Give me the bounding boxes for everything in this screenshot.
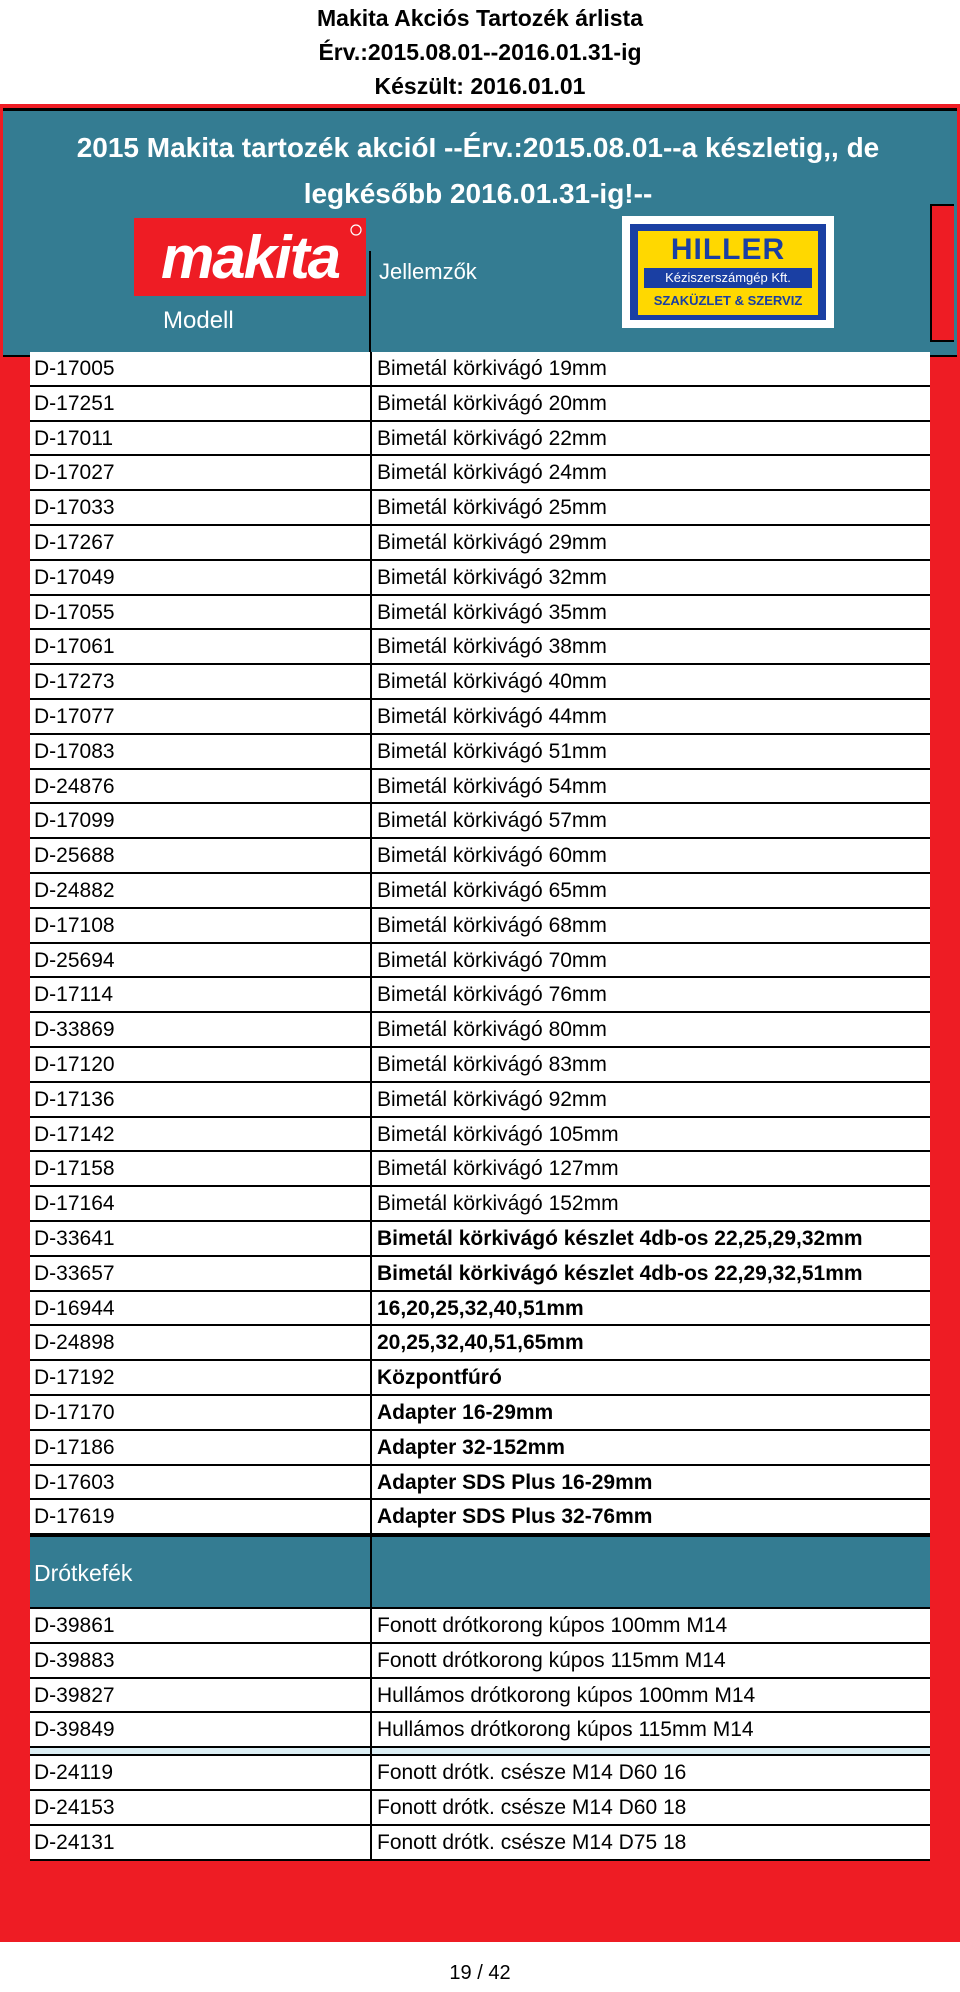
description-cell: Bimetál körkivágó 51mm [377,739,607,763]
column-divider [370,909,372,942]
description-cell: Hullámos drótkorong kúpos 115mm M14 [377,1718,754,1742]
promo-banner [3,125,953,217]
table-row [30,422,930,457]
makita-logo [134,218,366,296]
price-table [30,352,930,1861]
column-divider [370,1013,372,1046]
model-cell: D-17619 [34,1505,115,1529]
column-divider [370,491,372,524]
table-row [30,874,930,909]
column-divider [370,630,372,663]
column-divider [370,874,372,907]
description-cell: Bimetál körkivágó 152mm [377,1192,619,1216]
description-cell: Fonott drótk. csésze M14 D60 18 [377,1796,687,1820]
description-cell: Bimetál körkivágó 25mm [377,496,607,520]
hiller-logo [622,216,834,328]
model-cell: D-24876 [34,774,115,798]
model-cell: D-17011 [34,426,113,450]
description-cell: Bimetál körkivágó 70mm [377,948,607,972]
description-cell: Bimetál körkivágó 40mm [377,670,607,694]
column-divider [370,735,372,768]
description-cell: Bimetál körkivágó 44mm [377,704,607,728]
model-cell: D-17603 [34,1470,115,1494]
table-row [30,1152,930,1187]
column-divider [370,1187,372,1220]
model-cell: D-17061 [34,635,115,659]
column-divider [370,1326,372,1359]
table-row [30,561,930,596]
model-cell: D-33657 [34,1261,115,1285]
table-row [30,1644,930,1679]
column-divider [370,1361,372,1394]
description-cell: Bimetál körkivágó 80mm [377,1018,607,1042]
description-cell: Bimetál körkivágó 24mm [377,461,607,485]
column-divider [370,1609,372,1642]
model-cell: D-24898 [34,1331,115,1355]
column-divider [370,456,372,489]
table-row [30,770,930,805]
column-divider [370,1756,372,1789]
hiller-logo-sub: Kéziszerszámgép Kft. [644,268,812,288]
model-cell: D-17273 [34,670,115,694]
description-cell: Bimetál körkivágó 54mm [377,774,607,798]
column-divider [370,1826,372,1859]
description-cell: Bimetál körkivágó készlet 4db-os 22,25,29,32mm [377,1226,863,1250]
table-row [30,839,930,874]
column-divider [370,1118,372,1151]
model-cell: D-17142 [34,1122,115,1146]
table-row [30,1609,930,1644]
table-row [30,1756,930,1791]
table-row [30,944,930,979]
model-cell: D-39883 [34,1648,115,1672]
column-divider [370,1466,372,1499]
description-cell: Adapter SDS Plus 16-29mm [377,1470,653,1494]
model-cell: D-17251 [34,391,115,415]
section-label: Drótkefék [34,1560,133,1587]
model-cell: D-17099 [34,809,115,833]
description-cell: Fonott drótkorong kúpos 115mm M14 [377,1648,726,1672]
table-row [30,1826,930,1861]
svg-text:makita: makita [160,224,340,291]
description-cell: Bimetál körkivágó készlet 4db-os 22,29,32,51mm [377,1261,863,1285]
description-cell: Bimetál körkivágó 35mm [377,600,607,624]
description-cell: Adapter SDS Plus 32-76mm [377,1505,653,1529]
table-row [30,1679,930,1714]
model-cell: D-17136 [34,1087,115,1111]
description-cell: Fonott drótk. csésze M14 D60 16 [377,1761,687,1785]
model-cell: D-24119 [34,1761,113,1785]
model-cell: D-17005 [34,357,115,380]
column-divider [370,665,372,698]
page-number: 19 / 42 [449,1962,511,1984]
table-row [30,1083,930,1118]
model-cell: D-25694 [34,948,115,972]
table-row [30,456,930,491]
frame-notch [930,204,954,342]
promo-banner-line-2: legkésőbb 2016.01.31-ig!-- [303,178,653,209]
table-row [30,387,930,422]
table-row [30,804,930,839]
description-cell: Hullámos drótkorong kúpos 100mm M14 [377,1683,756,1707]
model-cell: D-17055 [34,600,115,624]
column-divider [370,1083,372,1116]
model-cell: D-25688 [34,844,115,868]
model-cell: D-17267 [34,530,115,554]
description-cell: 16,20,25,32,40,51mm [377,1296,584,1320]
model-cell: D-33869 [34,1018,115,1042]
model-cell: D-39849 [34,1718,115,1742]
table-row [30,909,930,944]
model-cell: D-39827 [34,1683,115,1707]
model-cell: D-17158 [34,1157,115,1181]
column-divider [370,352,372,385]
model-cell: D-17114 [34,983,113,1007]
table-row [30,596,930,631]
description-cell: Bimetál körkivágó 83mm [377,1052,607,1076]
model-cell: D-39861 [34,1614,115,1638]
column-divider [370,1500,372,1533]
table-row [30,978,930,1013]
description-cell: Bimetál körkivágó 65mm [377,878,607,902]
hiller-logo-tag: SZAKÜZLET & SZERVIZ [653,293,803,308]
column-divider [370,839,372,872]
column-divider [370,1396,372,1429]
column-divider [370,770,372,803]
section-row-drotkefek [30,1535,930,1609]
table-row [30,1431,930,1466]
column-divider [370,1292,372,1325]
table-row [30,1292,930,1327]
description-cell: Bimetál körkivágó 68mm [377,913,607,937]
model-cell: D-17192 [34,1366,115,1390]
group-spacer [30,1748,930,1756]
model-cell: D-17108 [34,913,115,937]
column-divider [370,596,372,629]
table-row [30,1361,930,1396]
column-divider [370,1537,372,1607]
column-divider [370,1679,372,1712]
description-cell: Adapter 16-29mm [377,1400,554,1424]
table-row [30,1326,930,1361]
model-cell: D-24153 [34,1796,115,1820]
table-row [30,1466,930,1501]
column-divider [370,1431,372,1464]
promo-banner-line-1: 2015 Makita tartozék akcióI --Érv.:2015.08.01--a készletig,, de [76,132,880,163]
column-header-model: Modell [163,307,234,334]
page-title-line-1: Makita Akciós Tartozék árlista [317,5,643,31]
page-title-line-2: Érv.:2015.08.01--2016.01.31-ig [318,39,642,65]
description-cell: Bimetál körkivágó 60mm [377,844,607,868]
column-divider [370,1222,372,1255]
column-divider [370,944,372,977]
description-cell: Bimetál körkivágó 38mm [377,635,607,659]
description-cell: Bimetál körkivágó 22mm [377,426,607,450]
description-cell: Központfúró [377,1366,502,1390]
hiller-logo-name: HILLER [670,233,786,266]
description-cell: Adapter 32-152mm [377,1435,565,1459]
column-divider [370,1644,372,1677]
table-row [30,491,930,526]
description-cell: Bimetál körkivágó 105mm [377,1122,619,1146]
table-row [30,665,930,700]
column-divider [370,561,372,594]
table-row [30,1048,930,1083]
model-cell: D-17170 [34,1400,115,1424]
model-cell: D-24131 [34,1830,115,1854]
column-divider [370,387,372,420]
table-row [30,1500,930,1535]
table-row [30,1118,930,1153]
table-row [30,526,930,561]
header-column-divider [369,251,371,355]
column-header-features: Jellemzők [379,259,477,284]
model-cell: D-17077 [34,704,115,728]
model-cell: D-17164 [34,1192,115,1216]
description-cell: Bimetál körkivágó 32mm [377,565,607,589]
table-row [30,352,930,387]
description-cell: Bimetál körkivágó 76mm [377,983,607,1007]
description-cell: Bimetál körkivágó 19mm [377,357,607,380]
model-cell: D-33641 [34,1226,115,1250]
column-divider [370,1791,372,1824]
description-cell: Bimetál körkivágó 57mm [377,809,607,833]
column-divider [370,422,372,455]
column-divider [370,978,372,1011]
model-cell: D-17120 [34,1052,115,1076]
model-cell: D-17049 [34,565,115,589]
description-cell: 20,25,32,40,51,65mm [377,1331,584,1355]
column-divider [370,1713,372,1746]
table-row [30,1791,930,1826]
table-row [30,1187,930,1222]
model-cell: D-16944 [34,1296,115,1320]
table-row [30,1222,930,1257]
description-cell: Bimetál körkivágó 127mm [377,1157,619,1181]
model-cell: D-17186 [34,1435,115,1459]
description-cell: Bimetál körkivágó 92mm [377,1087,607,1111]
description-cell: Fonott drótk. csésze M14 D75 18 [377,1830,687,1854]
table-row [30,630,930,665]
table-row [30,735,930,770]
description-cell: Fonott drótkorong kúpos 100mm M14 [377,1614,728,1638]
model-cell: D-17027 [34,461,115,485]
description-cell: Bimetál körkivágó 29mm [377,530,607,554]
page-title-line-3: Készült: 2016.01.01 [374,73,586,99]
column-divider [370,804,372,837]
table-row [30,1013,930,1048]
description-cell: Bimetál körkivágó 20mm [377,391,607,415]
column-divider [370,700,372,733]
column-divider [370,526,372,559]
table-row [30,1396,930,1431]
model-cell: D-17083 [34,739,115,763]
model-cell: D-17033 [34,496,115,520]
table-row [30,700,930,735]
model-cell: D-24882 [34,878,115,902]
table-row [30,1713,930,1748]
table-row [30,1257,930,1292]
column-divider [370,1257,372,1290]
column-divider [370,1152,372,1185]
column-divider [370,1048,372,1081]
